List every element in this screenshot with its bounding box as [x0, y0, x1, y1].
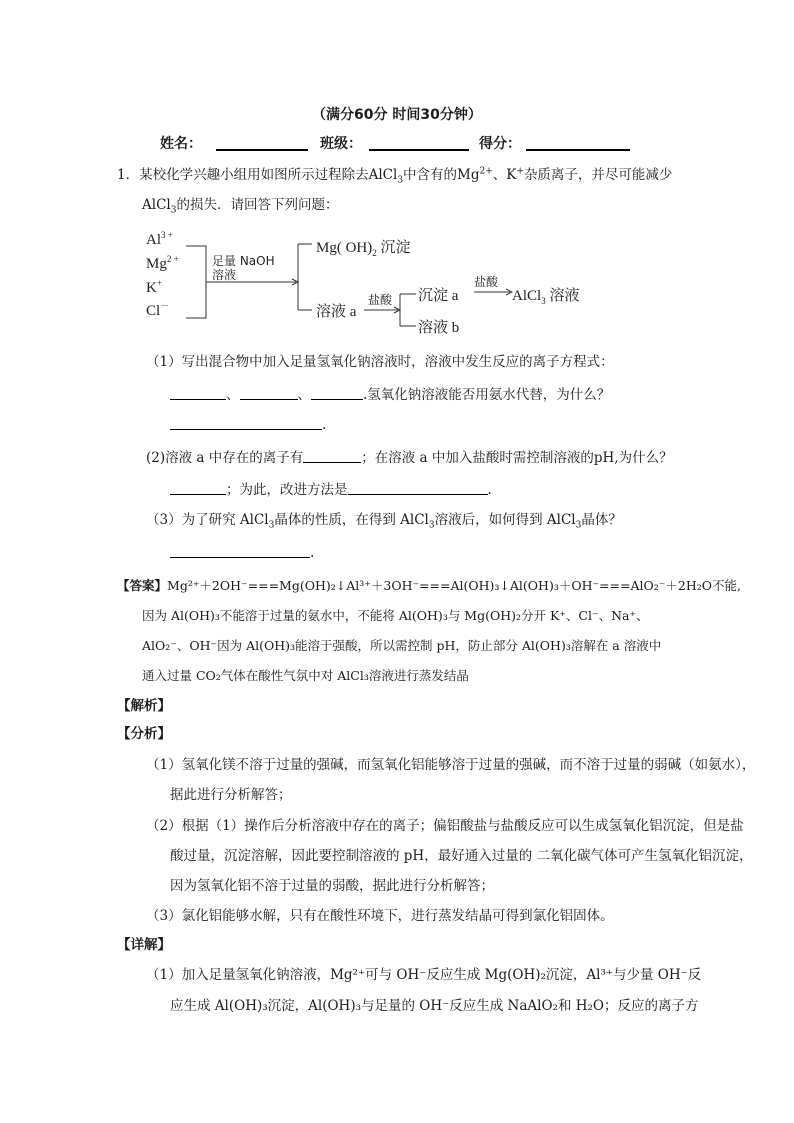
separator: 、 [297, 387, 311, 403]
answer-blank[interactable] [348, 480, 488, 495]
final-product: AlCl$_3$ 溶液 [512, 288, 580, 306]
ion-al: $Al^{3 +}$ [146, 230, 173, 248]
ion-k: K+ [146, 278, 162, 296]
answer-blank[interactable] [170, 415, 322, 430]
ion-mg: $Mg^{2 +}$ [146, 254, 179, 272]
part2-text: ；在溶液 a 中加入盐酸时需控制溶液的pH,为什么？ [361, 450, 673, 466]
subscript: 3 [575, 520, 582, 531]
part3-line1 [146, 511, 622, 529]
stem-text: 中含有的Mg [403, 167, 480, 183]
score-field[interactable] [526, 149, 630, 151]
part3-text: 溶液后，如何得到 AlCl [434, 512, 576, 528]
part2-text: (2)溶液 a 中存在的离子有 [146, 450, 304, 466]
part3-text: 晶体的性质，在得到 AlCl [274, 512, 429, 528]
answer-line3: AlO₂⁻、OH⁻因为 Al(OH)₃能溶于强酸，所以需控制 pH，防止部分 Al(OH)₃溶解在 a 溶液中 [142, 638, 662, 653]
part2-line2 [170, 480, 492, 499]
subscript: 3 [397, 175, 404, 186]
answer-blank[interactable] [170, 385, 226, 400]
precipitate-a: 沉淀 a [418, 288, 459, 304]
stem-text: 、K [492, 167, 517, 183]
part3-text: 晶体？ [581, 512, 622, 528]
superscript: + [516, 166, 524, 177]
stem-text: 某校化学兴趣小组用如图所示过程除去AlCl [139, 167, 398, 183]
acid-label-2: 盐酸 [474, 275, 499, 289]
analysis-1-line1: （1）氢氧化镁不溶于过量的强碱，而氢氧化铝能够溶于过量的强碱，而不溶于过量的弱碱（如氨水）， [146, 757, 756, 773]
separator: 、 [226, 387, 240, 403]
product-mgoh2: Mg( $OH)_2$ 沉淀 [316, 240, 411, 258]
score-label: 得分： [479, 136, 521, 152]
ion-bracket [186, 246, 206, 318]
answer-label: 【答案】 [117, 578, 168, 593]
reagent-bottom: 溶液 [212, 268, 237, 282]
part1-question: .氢氧化钠溶液能否用氨水代替，为什么？ [363, 387, 611, 403]
part3-text: （3）为了研究 AlCl [146, 512, 269, 528]
page-title: （满分60分 时间30分钟） [312, 107, 482, 123]
class-label: 班级： [320, 136, 362, 152]
analysis-label: 【解析】 [117, 698, 171, 714]
reagent-top: 足量 NaOH [212, 254, 275, 268]
answer-blank[interactable] [170, 480, 226, 495]
question-stem-line2 [142, 196, 338, 214]
fenxi-label: 【分析】 [117, 726, 171, 742]
answer-line1 [117, 577, 741, 595]
stem-text: AlCl [142, 197, 171, 213]
answer-line4: 通入过量 CO₂气体在酸性气氛中对 AlCl₃溶液进行蒸发结晶 [142, 668, 469, 683]
subscript: 3 [428, 520, 435, 531]
part2-text: ；为此，改进方法是 [226, 482, 348, 498]
part1-line3 [170, 415, 326, 434]
subscript: 3 [268, 520, 275, 531]
period: . [487, 482, 492, 498]
name-field[interactable] [216, 149, 308, 151]
detail-1-line1: （1）加入足量氢氧化钠溶液，Mg²⁺可与 OH⁻反应生成 Mg(OH)₂沉淀，Al³⁺与少量 OH⁻反 [146, 967, 702, 983]
analysis-2-line2: 酸过量，沉淀溶解，因此要控制溶液的 pH，最好通入过量的 二氧化碳气体可产生氢氧化铝沉淀， [170, 848, 753, 864]
question-stem-line1 [117, 166, 672, 184]
part3-line2 [170, 543, 314, 562]
question-number: 1． [117, 167, 140, 183]
class-field[interactable] [369, 149, 469, 151]
period: . [322, 417, 327, 433]
stem-text: 杂质离子，并尽可能减少 [523, 167, 673, 183]
analysis-1-line2: 据此进行分析解答； [170, 787, 292, 803]
analysis-2-line1: （2）根据（1）操作后分析溶液中存在的离子；偏铝酸盐与盐酸反应可以生成氢氧化铝沉淀，但是盐 [146, 818, 744, 834]
part2-line1 [146, 448, 673, 467]
subscript: 3 [170, 205, 177, 216]
part1-line2 [170, 385, 610, 404]
stem-text: 的损失．请回答下列问题： [176, 197, 339, 213]
solution-b: 溶液 b [418, 320, 460, 336]
answer-line2: 因为 Al(OH)₃不能溶于过量的氨水中，不能将 Al(OH)₃与 Mg(OH)₂分开 K⁺、Cl⁻、Na⁺、 [142, 608, 649, 623]
answer-text: Mg²⁺＋2OH⁻===Mg(OH)₂↓Al³⁺＋3OH⁻===Al(OH)₃↓Al(OH)₃＋OH⁻===AlO₂⁻＋2H₂O不能, [167, 578, 741, 593]
analysis-2-line3: 因为氢氧化铝不溶于过量的弱酸，据此进行分析解答； [170, 878, 494, 894]
detail-1-line2: 应生成 Al(OH)₃沉淀，Al(OH)₃与足量的 OH⁻反应生成 NaAlO₂和 H₂O；反应的离子方 [170, 998, 699, 1014]
answer-blank[interactable] [240, 385, 298, 400]
acid-label-1: 盐酸 [368, 293, 393, 307]
solution-a: 溶液 a [316, 304, 357, 320]
part1-line1: （1）写出混合物中加入足量氢氧化钠溶液时，溶液中发生反应的离子方程式： [146, 354, 614, 370]
answer-blank[interactable] [303, 448, 361, 463]
answer-blank[interactable] [311, 385, 363, 400]
detail-label: 【详解】 [117, 937, 171, 953]
name-label: 姓名： [160, 136, 202, 152]
period: . [310, 545, 315, 561]
analysis-3-line1: （3）氯化铝能够水解，只有在酸性环境下，进行蒸发结晶可得到氯化铝固体。 [146, 908, 614, 924]
superscript: 2+ [479, 166, 493, 177]
ion-cl: Cl－ [146, 301, 170, 319]
answer-blank[interactable] [170, 543, 310, 558]
